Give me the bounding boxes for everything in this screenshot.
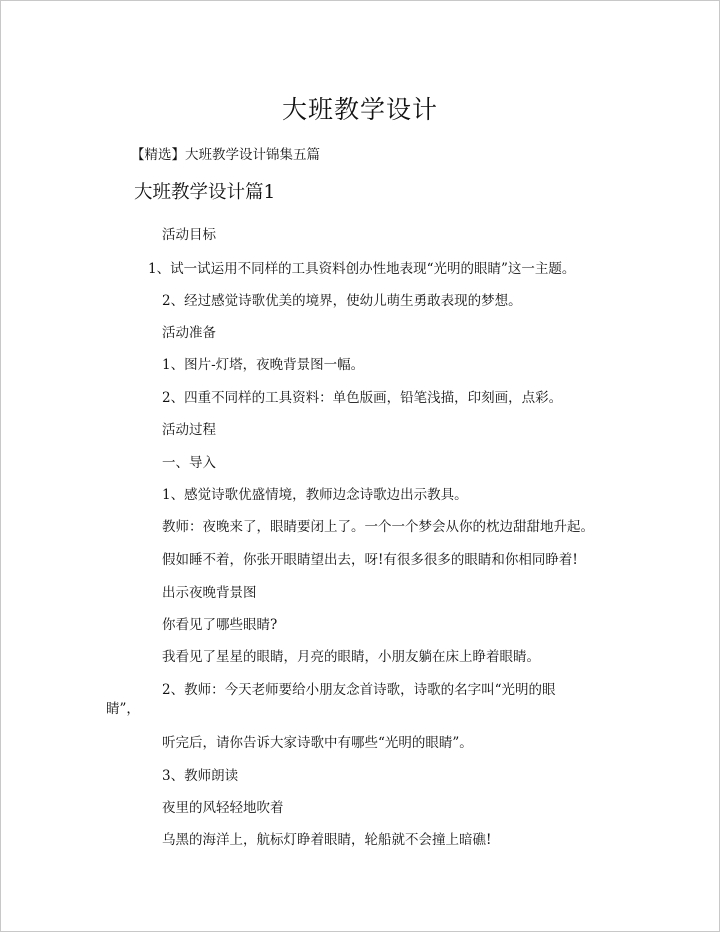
paragraph-line: 夜里的风轻轻地吹着 [162, 800, 284, 816]
paragraph-line: 活动准备 [162, 325, 216, 341]
section-heading: 大班教学设计篇1 [134, 182, 276, 203]
paragraph-line: 1、图片-灯塔，夜晚背景图一幅。 [162, 357, 365, 373]
paragraph-line: 2、教师：今天老师要给小朋友念首诗歌，诗歌的名字叫“光明的眼 [162, 682, 556, 698]
paragraph-line: 我看见了星星的眼睛，月亮的眼睛，小朋友躺在床上睁着眼睛。 [162, 649, 540, 665]
paragraph-line: 出示夜晚背景图 [162, 585, 257, 601]
document-title: 大班教学设计 [281, 95, 438, 124]
paragraph-line: 2、经过感觉诗歌优美的境界，使幼儿萌生勇敢表现的梦想。 [162, 293, 522, 309]
paragraph-line: 假如睡不着，你张开眼睛望出去，呀!有很多很多的眼睛和你相同睁着! [162, 552, 578, 568]
paragraph-line: 听完后，请你告诉大家诗歌中有哪些“光明的眼睛”。 [162, 735, 473, 751]
paragraph-line: 一、导入 [162, 455, 216, 471]
paragraph-line: 活动目标 [162, 227, 216, 243]
paragraph-line: 睛”， [106, 701, 140, 717]
paragraph-line: 教师：夜晚来了，眼睛要闭上了。一个一个梦会从你的枕边甜甜地升起。 [162, 519, 594, 535]
paragraph-line: 乌黑的海洋上，航标灯睁着眼睛，轮船就不会撞上暗礁! [162, 832, 492, 848]
paragraph-line: 你看见了哪些眼睛? [162, 617, 278, 633]
paragraph-line: 2、四重不同样的工具资料：单色版画，铅笔浅描，印刻画，点彩。 [162, 390, 563, 406]
paragraph-line: 3、教师朗读 [162, 768, 239, 784]
paragraph-line: 活动过程 [162, 422, 216, 438]
document-subtitle: 【精选】大班教学设计锦集五篇 [131, 147, 320, 163]
paragraph-line: 1、感觉诗歌优盛情境，教师边念诗歌边出示教具。 [162, 487, 468, 503]
paragraph-line: 1、试一试运用不同样的工具资料创办性地表现“光明的眼睛”这一主题。 [148, 261, 576, 277]
